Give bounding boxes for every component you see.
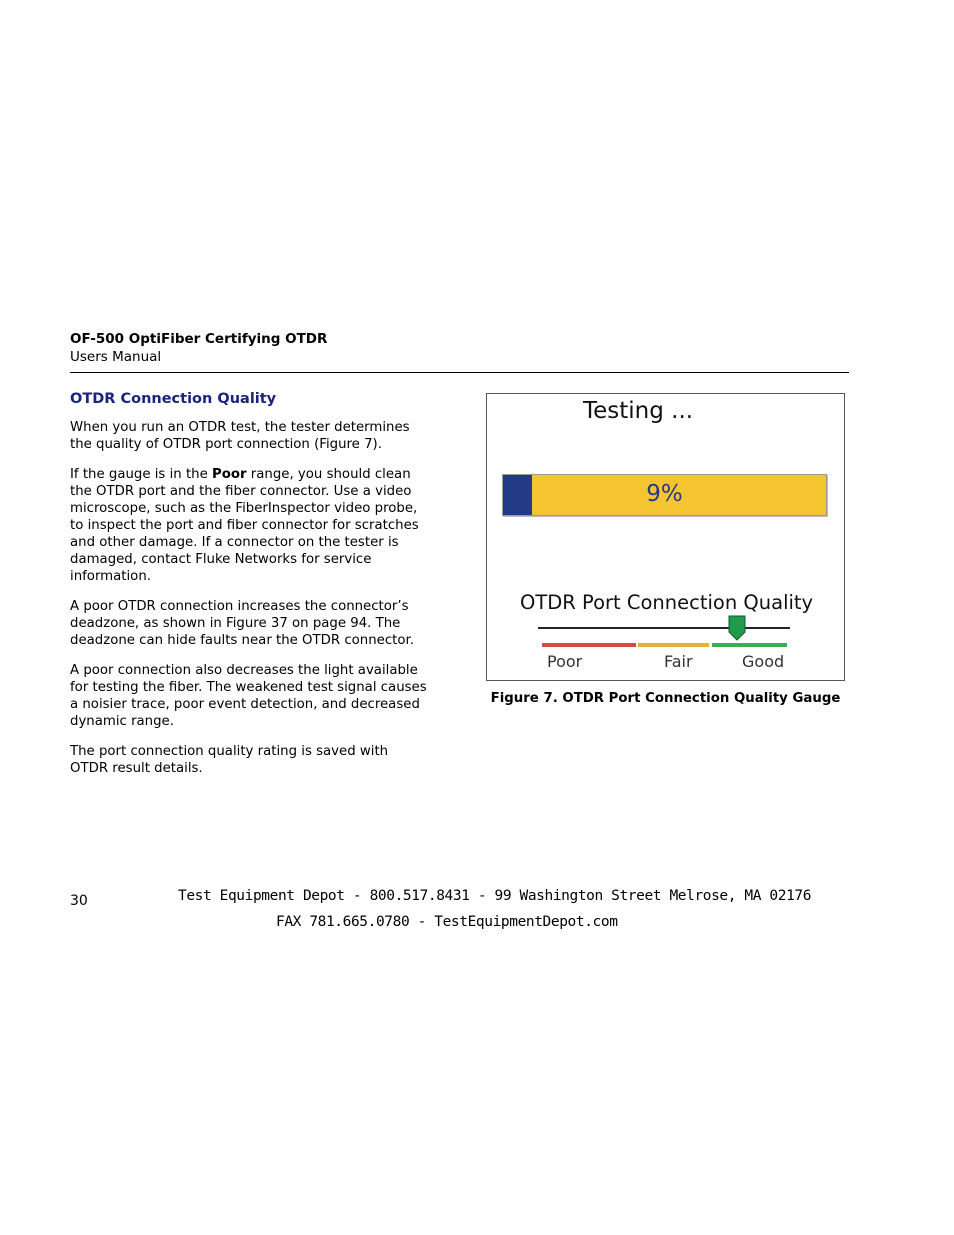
gauge-segment-fair [638, 643, 709, 647]
page-number: 30 [70, 893, 88, 909]
header-rule [70, 372, 849, 373]
paragraph-2-end: range, you should clean the OTDR port and the fiber connector. Use a video microscope, such as the FiberInspector video probe, to inspect the port and fiber connector for scratches and other damage. If a connector on the tester is damaged, contact Fluke Networks for service information. [70, 467, 419, 584]
gauge-scale-line [538, 627, 790, 629]
section-heading: OTDR Connection Quality [70, 391, 277, 407]
footer-contact-line: Test Equipment Depot - 800.517.8431 - 99 Washington Street Melrose, MA 02176 [178, 888, 812, 904]
gauge-label-good: Good [742, 652, 785, 671]
gauge-segment-poor [542, 643, 636, 647]
gauge-marker-icon [728, 615, 746, 641]
progress-percent: 9% [646, 481, 683, 507]
gauge-label-fair: Fair [664, 652, 693, 671]
paragraph-1: When you run an OTDR test, the tester determines the quality of OTDR port connection (Figure 7). [70, 420, 410, 452]
figure-caption: Figure 7. OTDR Port Connection Quality Gauge [490, 691, 841, 706]
manual-subtitle: Users Manual [70, 349, 162, 365]
gauge-segment-good [712, 643, 787, 647]
poor-emphasis: Poor [212, 467, 247, 482]
testing-status: Testing ... [583, 398, 694, 424]
gauge-title: OTDR Port Connection Quality [520, 591, 814, 614]
figure-screen [486, 393, 845, 681]
gauge-label-poor: Poor [547, 652, 583, 671]
manual-title: OF-500 OptiFiber Certifying OTDR [70, 331, 328, 347]
paragraph-2 [70, 466, 430, 585]
paragraph-5: The port connection quality rating is saved with OTDR result details. [70, 744, 389, 776]
body-text [70, 419, 430, 790]
paragraph-3: A poor OTDR connection increases the connector’s deadzone, as shown in Figure 37 on page 94. The deadzone can hide faults near the OTDR connector. [70, 599, 414, 648]
paragraph-2-start: If the gauge is in the [70, 467, 212, 482]
footer-fax-line: FAX 781.665.0780 - TestEquipmentDepot.com [276, 914, 618, 930]
progress-bar [502, 474, 827, 516]
paragraph-4: A poor connection also decreases the light available for testing the fiber. The weakened test signal causes a noisier trace, poor event detection, and decreased dynamic range. [70, 663, 427, 729]
